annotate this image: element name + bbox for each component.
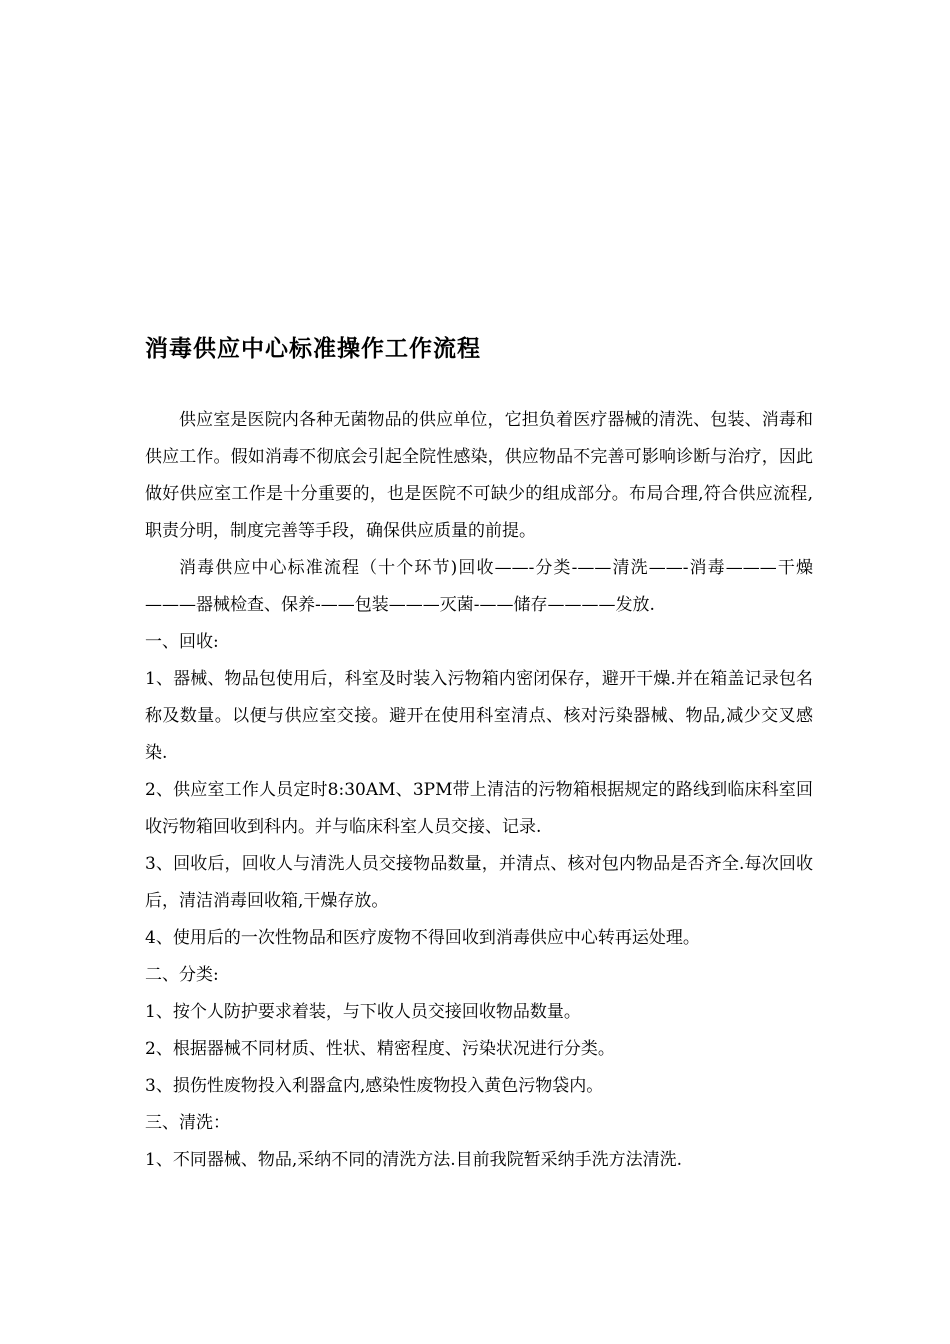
intro-paragraph: 供应室是医院内各种无菌物品的供应单位，它担负着医疗器械的清洗、包装、消毒和供应工作。假如消毒不彻底会引起全院性感染，供应物品不完善可影响诊断与治疗，因此做好供应室工作是十分重要的，也是医院不可缺少的组成部分。布局合理,符合供应流程,职责分明，制度完善等手段，确保供应质量的前提。: [145, 410, 813, 541]
recovery-item-2: 2、供应室工作人员定时8:30AM、3PM带上清洁的污物箱根据规定的路线到临床科室回收污物箱回收到科内。并与临床科室人员交接、记录.: [145, 780, 813, 837]
section-heading-cleaning: 三、清洗：: [145, 1113, 230, 1133]
sorting-item-1: 1、按个人防护要求着装，与下收人员交接回收物品数量。: [145, 1002, 581, 1022]
section-heading-sorting: 二、分类:: [145, 965, 219, 985]
recovery-item-4: 4、使用后的一次性物品和医疗废物不得回收到消毒供应中心转再运处理。: [145, 928, 700, 948]
recovery-item-1: 1、器械、物品包使用后，科室及时装入污物箱内密闭保存，避开干燥.并在箱盖记录包名称及数量。以便与供应室交接。避开在使用科室清点、核对污染器械、物品,减少交叉感染.: [145, 669, 813, 763]
process-flow-paragraph: 消毒供应中心标准流程（十个环节)回收——-分类-——清洗——-消毒———干燥———器械检查、保养-——包装———灭菌-——储存————发放.: [145, 558, 813, 615]
document-title: 消毒供应中心标准操作工作流程: [145, 336, 481, 362]
sorting-item-3: 3、损伤性废物投入利器盒内,感染性废物投入黄色污物袋内。: [145, 1076, 604, 1096]
cleaning-item-1: 1、不同器械、物品,采纳不同的清洗方法.目前我院暂采纳手洗方法清洗.: [145, 1150, 683, 1170]
recovery-item-3: 3、回收后，回收人与清洗人员交接物品数量，并清点、核对包内物品是否齐全.每次回收后，清洁消毒回收箱,干燥存放。: [145, 854, 813, 911]
sorting-item-2: 2、根据器械不同材质、性状、精密程度、污染状况进行分类。: [145, 1039, 615, 1059]
document-body: [145, 402, 813, 1179]
section-heading-recovery: 一、回收:: [145, 632, 219, 652]
